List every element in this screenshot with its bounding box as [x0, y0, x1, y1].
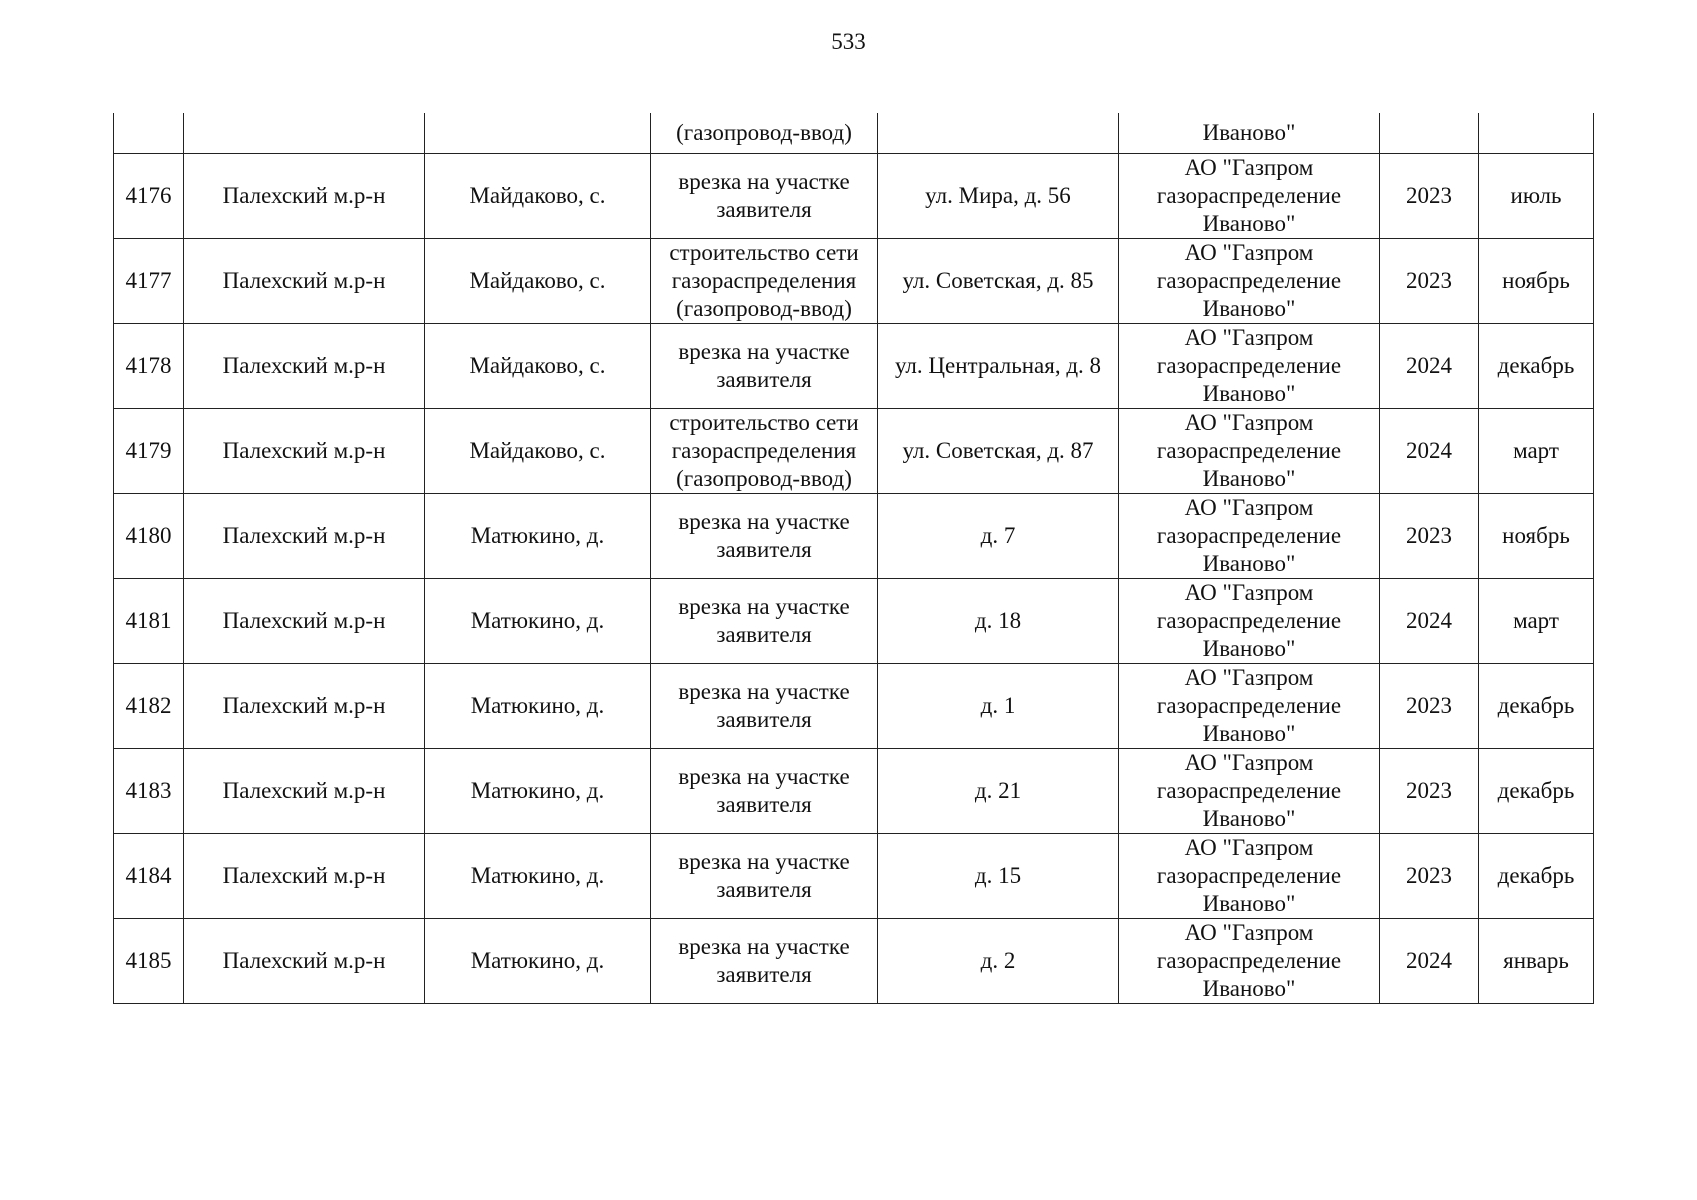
cell-settlement: Матюкино, д.	[425, 834, 651, 919]
cell-organization: АО "Газпром газораспределение Иваново"	[1119, 919, 1380, 1004]
cell-work-type: врезка на участке заявителя	[651, 579, 878, 664]
cell-district: Палехский м.р-н	[184, 324, 425, 409]
cell-district: Палехский м.р-н	[184, 409, 425, 494]
cell-year: 2024	[1380, 579, 1479, 664]
cell-year: 2023	[1380, 154, 1479, 239]
cell-work-type: строительство сети газораспределения (газопровод-ввод)	[651, 239, 878, 324]
cell-year: 2024	[1380, 324, 1479, 409]
cell-month: март	[1479, 579, 1594, 664]
cell-num: 4184	[114, 834, 184, 919]
cell-year: 2023	[1380, 494, 1479, 579]
cell-work-type: врезка на участке заявителя	[651, 324, 878, 409]
cell-num: 4182	[114, 664, 184, 749]
cell-district: Палехский м.р-н	[184, 579, 425, 664]
cell-month: декабрь	[1479, 324, 1594, 409]
cell-settlement: Матюкино, д.	[425, 919, 651, 1004]
cell-district: Палехский м.р-н	[184, 749, 425, 834]
cell-work-type: врезка на участке заявителя	[651, 494, 878, 579]
cell-organization: Иваново"	[1119, 113, 1380, 154]
cell-address: д. 15	[878, 834, 1119, 919]
cell-month: декабрь	[1479, 664, 1594, 749]
cell-organization: АО "Газпром газораспределение Иваново"	[1119, 494, 1380, 579]
cell-organization: АО "Газпром газораспределение Иваново"	[1119, 239, 1380, 324]
cell-address: д. 7	[878, 494, 1119, 579]
table-row	[114, 324, 1594, 409]
cell-work-type: врезка на участке заявителя	[651, 749, 878, 834]
cell-address	[878, 113, 1119, 154]
cell-work-type: врезка на участке заявителя	[651, 834, 878, 919]
cell-organization: АО "Газпром газораспределение Иваново"	[1119, 324, 1380, 409]
cell-work-type: врезка на участке заявителя	[651, 154, 878, 239]
cell-num	[114, 113, 184, 154]
cell-district: Палехский м.р-н	[184, 664, 425, 749]
cell-address: ул. Советская, д. 87	[878, 409, 1119, 494]
table-row	[114, 664, 1594, 749]
cell-address: д. 1	[878, 664, 1119, 749]
cell-month: ноябрь	[1479, 494, 1594, 579]
table-body	[114, 113, 1594, 1004]
cell-year: 2024	[1380, 409, 1479, 494]
cell-work-type: строительство сети газораспределения (газопровод-ввод)	[651, 409, 878, 494]
cell-num: 4185	[114, 919, 184, 1004]
cell-month: июль	[1479, 154, 1594, 239]
cell-settlement: Матюкино, д.	[425, 579, 651, 664]
cell-settlement	[425, 113, 651, 154]
cell-settlement: Матюкино, д.	[425, 494, 651, 579]
cell-address: д. 18	[878, 579, 1119, 664]
cell-num: 4176	[114, 154, 184, 239]
cell-settlement: Майдаково, с.	[425, 154, 651, 239]
cell-work-type: (газопровод-ввод)	[651, 113, 878, 154]
cell-year: 2023	[1380, 749, 1479, 834]
cell-settlement: Майдаково, с.	[425, 409, 651, 494]
cell-organization: АО "Газпром газораспределение Иваново"	[1119, 154, 1380, 239]
cell-month	[1479, 113, 1594, 154]
cell-address: д. 21	[878, 749, 1119, 834]
cell-settlement: Майдаково, с.	[425, 239, 651, 324]
table-row	[114, 919, 1594, 1004]
cell-settlement: Матюкино, д.	[425, 664, 651, 749]
gasification-table	[113, 113, 1594, 1004]
cell-organization: АО "Газпром газораспределение Иваново"	[1119, 834, 1380, 919]
cell-num: 4183	[114, 749, 184, 834]
cell-num: 4178	[114, 324, 184, 409]
cell-organization: АО "Газпром газораспределение Иваново"	[1119, 579, 1380, 664]
cell-num: 4179	[114, 409, 184, 494]
cell-district: Палехский м.р-н	[184, 919, 425, 1004]
table-row	[114, 494, 1594, 579]
page-number: 533	[831, 29, 866, 54]
cell-organization: АО "Газпром газораспределение Иваново"	[1119, 749, 1380, 834]
cell-month: март	[1479, 409, 1594, 494]
cell-month: январь	[1479, 919, 1594, 1004]
cell-address: ул. Центральная, д. 8	[878, 324, 1119, 409]
cell-district: Палехский м.р-н	[184, 154, 425, 239]
cell-num: 4180	[114, 494, 184, 579]
cell-address: ул. Советская, д. 85	[878, 239, 1119, 324]
cell-year: 2023	[1380, 834, 1479, 919]
cell-settlement: Майдаково, с.	[425, 324, 651, 409]
cell-year: 2023	[1380, 664, 1479, 749]
cell-district	[184, 113, 425, 154]
cell-district: Палехский м.р-н	[184, 494, 425, 579]
cell-district: Палехский м.р-н	[184, 239, 425, 324]
cell-year: 2023	[1380, 239, 1479, 324]
table-row	[114, 239, 1594, 324]
cell-year	[1380, 113, 1479, 154]
cell-address: ул. Мира, д. 56	[878, 154, 1119, 239]
cell-month: ноябрь	[1479, 239, 1594, 324]
continuation-row	[114, 113, 1594, 154]
cell-address: д. 2	[878, 919, 1119, 1004]
cell-work-type: врезка на участке заявителя	[651, 664, 878, 749]
table-row	[114, 834, 1594, 919]
table-row	[114, 154, 1594, 239]
cell-num: 4181	[114, 579, 184, 664]
cell-work-type: врезка на участке заявителя	[651, 919, 878, 1004]
cell-num: 4177	[114, 239, 184, 324]
cell-settlement: Матюкино, д.	[425, 749, 651, 834]
cell-year: 2024	[1380, 919, 1479, 1004]
cell-district: Палехский м.р-н	[184, 834, 425, 919]
cell-month: декабрь	[1479, 834, 1594, 919]
cell-month: декабрь	[1479, 749, 1594, 834]
cell-organization: АО "Газпром газораспределение Иваново"	[1119, 664, 1380, 749]
table-row	[114, 409, 1594, 494]
cell-organization: АО "Газпром газораспределение Иваново"	[1119, 409, 1380, 494]
table-row	[114, 749, 1594, 834]
table-row	[114, 579, 1594, 664]
